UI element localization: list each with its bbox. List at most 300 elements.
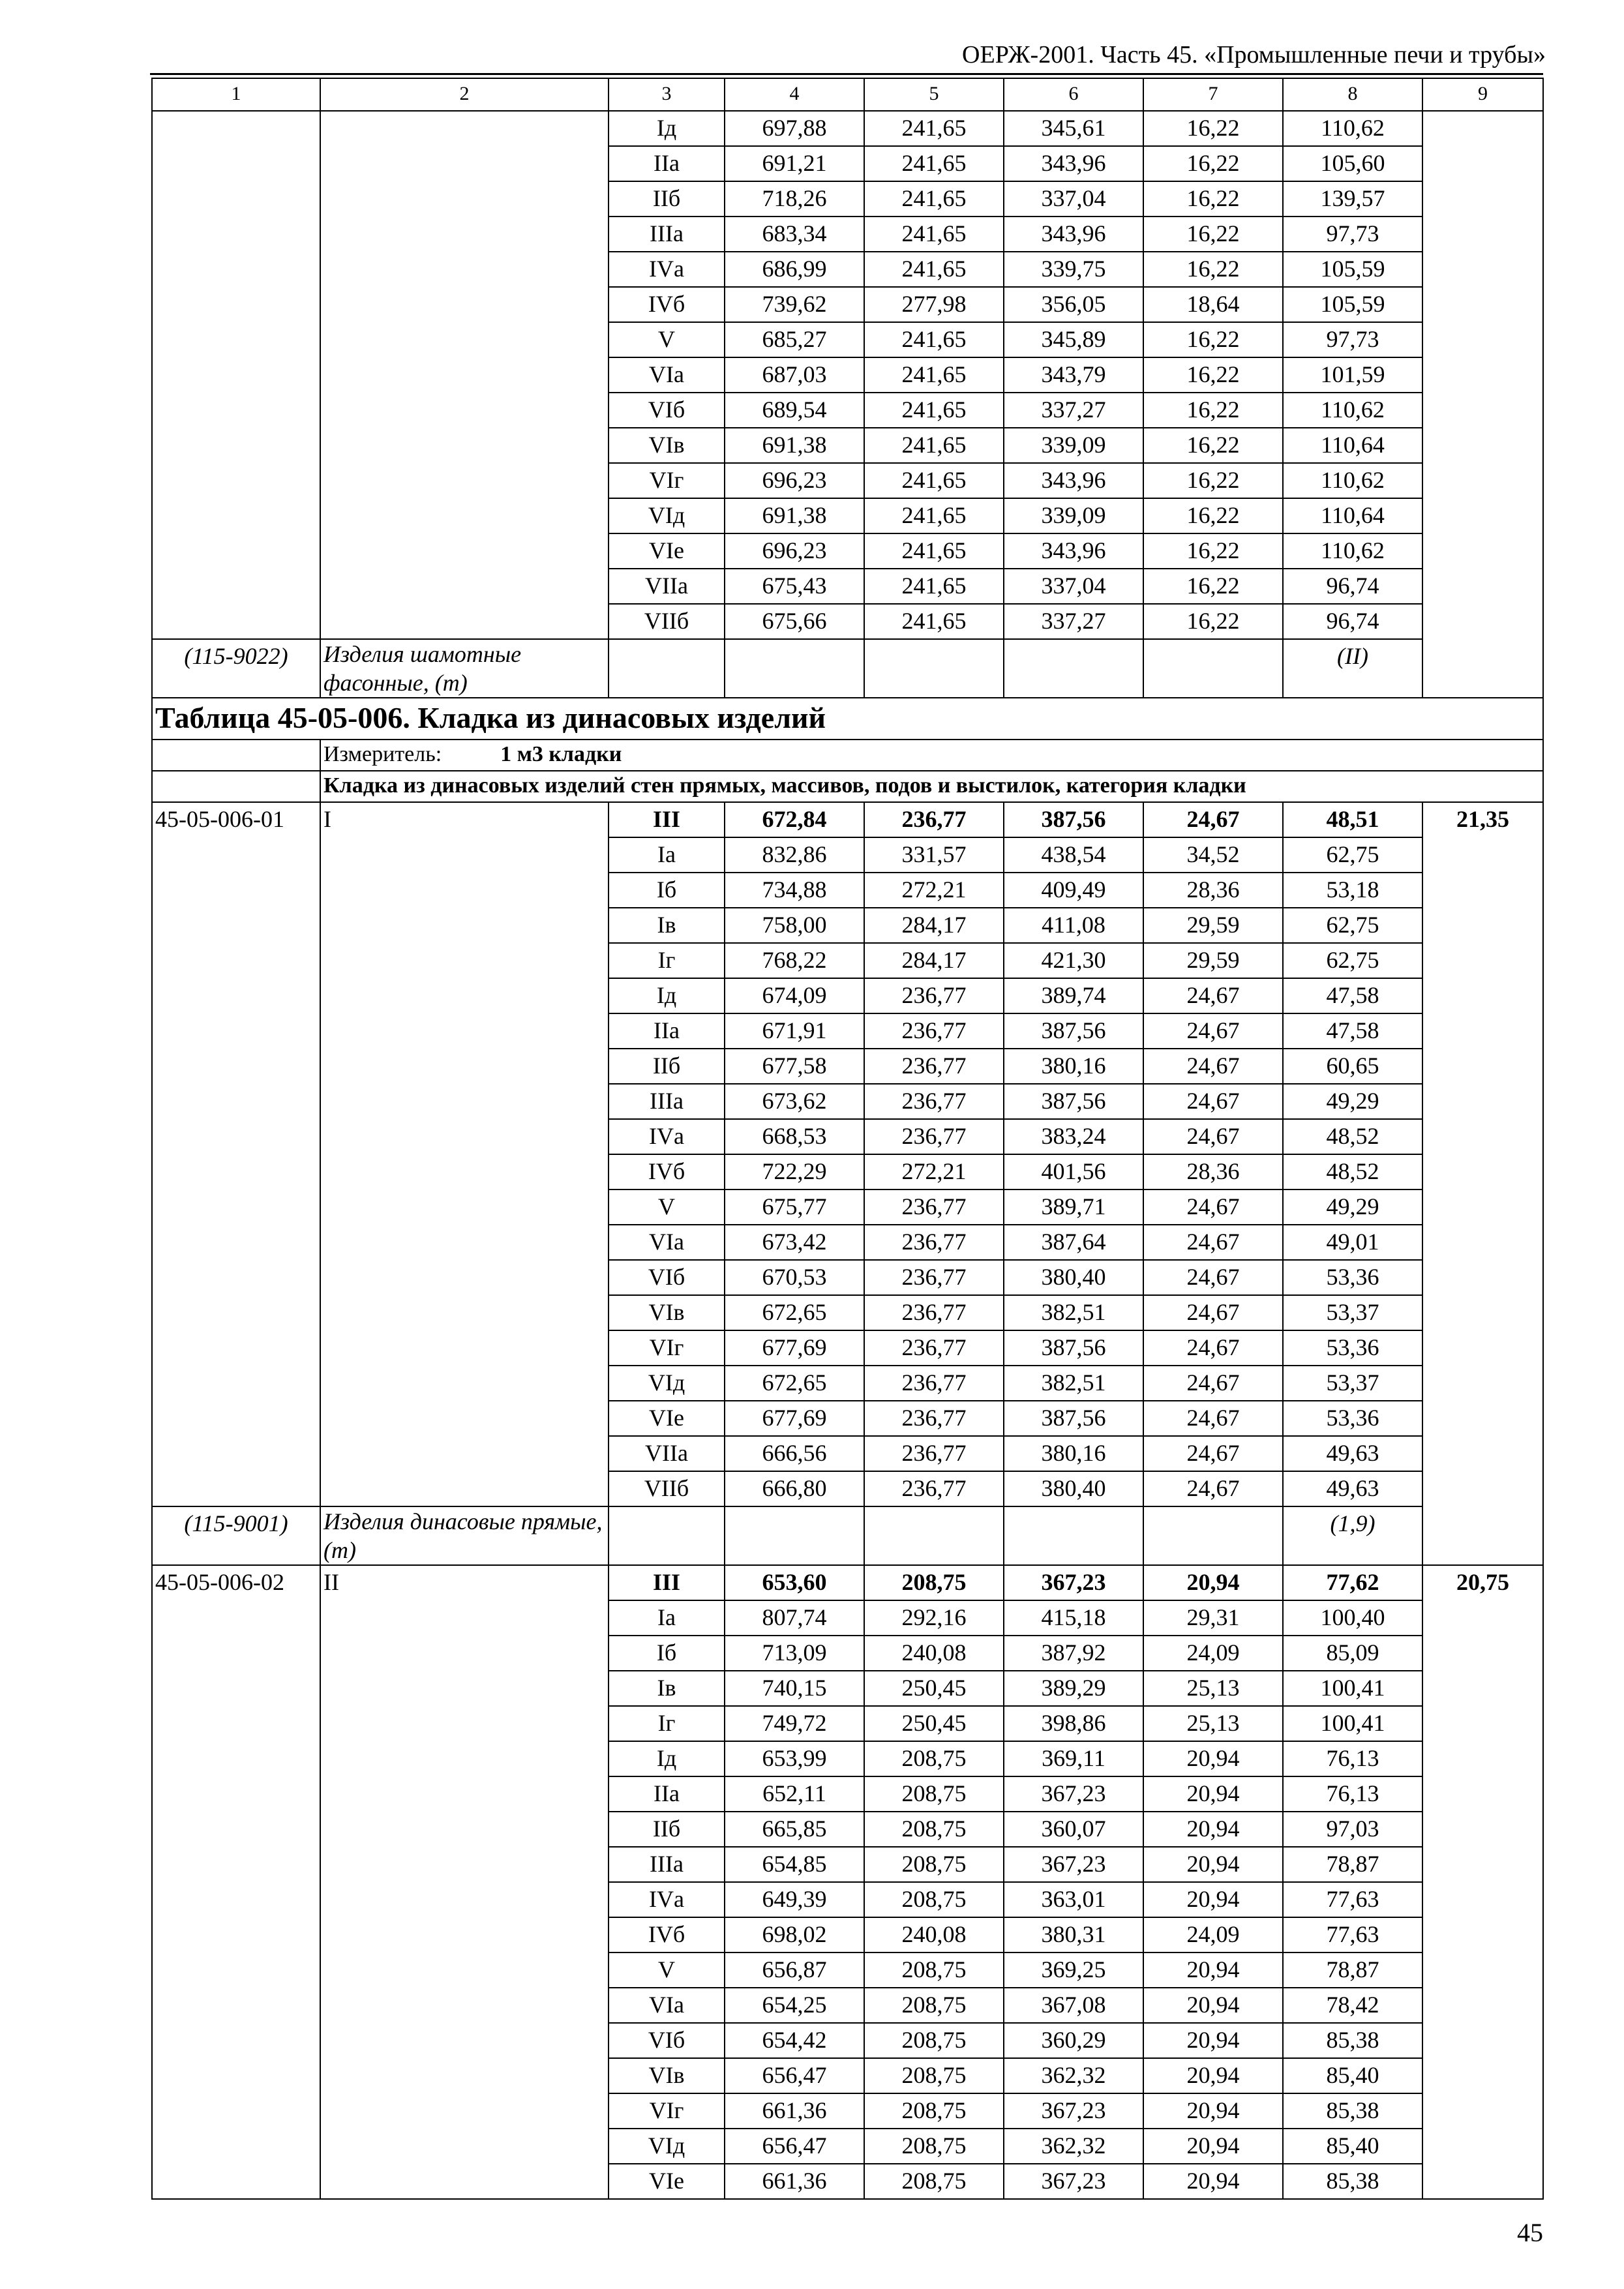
row-value: 382,51 — [1004, 1295, 1143, 1330]
row-value: 241,65 — [864, 428, 1004, 463]
row-value: 343,96 — [1004, 146, 1143, 181]
row-value: 832,86 — [725, 837, 864, 873]
row-value: 367,23 — [1004, 2164, 1143, 2199]
row-value: 337,04 — [1004, 181, 1143, 217]
row-value: 49,29 — [1283, 1189, 1422, 1225]
row-value: 369,25 — [1004, 1952, 1143, 1988]
row-category: Iа — [609, 837, 725, 873]
row-value: 96,74 — [1283, 569, 1422, 604]
row-category: VIа — [609, 357, 725, 393]
row-value: 665,85 — [725, 1812, 864, 1847]
row-value: 24,67 — [1143, 1084, 1283, 1119]
row-value: 331,57 — [864, 837, 1004, 873]
row-value: 53,37 — [1283, 1295, 1422, 1330]
row-category: IIIа — [609, 1084, 725, 1119]
row-value: 250,45 — [864, 1706, 1004, 1741]
row-value: 48,51 — [1283, 802, 1422, 837]
row-value: 367,23 — [1004, 1847, 1143, 1882]
table-row — [152, 802, 1543, 837]
row-value: 110,64 — [1283, 498, 1422, 533]
empty-cell — [609, 639, 725, 698]
row-value: 656,47 — [725, 2129, 864, 2164]
row-value: 666,56 — [725, 1436, 864, 1471]
row-value: 24,67 — [1143, 1330, 1283, 1366]
row-value: 672,84 — [725, 802, 864, 837]
row-value: 421,30 — [1004, 943, 1143, 978]
row-value: 29,59 — [1143, 943, 1283, 978]
row-value: 337,27 — [1004, 393, 1143, 428]
row-value: 387,92 — [1004, 1636, 1143, 1671]
row-category: VIд — [609, 2129, 725, 2164]
row-value: 284,17 — [864, 908, 1004, 943]
row-value: 691,38 — [725, 428, 864, 463]
row-value: 85,38 — [1283, 2164, 1422, 2199]
row-value: 383,24 — [1004, 1119, 1143, 1154]
row-value: 16,22 — [1143, 146, 1283, 181]
row-value: 241,65 — [864, 181, 1004, 217]
row-value: 16,22 — [1143, 569, 1283, 604]
table-body — [152, 78, 1543, 2199]
row-category: VIв — [609, 2058, 725, 2093]
row-value: 718,26 — [725, 181, 864, 217]
row-value: 241,65 — [864, 569, 1004, 604]
column-number: 1 — [152, 78, 320, 111]
row-value: 16,22 — [1143, 217, 1283, 252]
row-value: 48,52 — [1283, 1154, 1422, 1189]
column-number: 9 — [1422, 78, 1543, 111]
row-value: 62,75 — [1283, 837, 1422, 873]
column-number: 4 — [725, 78, 864, 111]
material-value: (II) — [1283, 639, 1422, 698]
row-value: 241,65 — [864, 498, 1004, 533]
row-value: 105,60 — [1283, 146, 1422, 181]
row-value: 16,22 — [1143, 181, 1283, 217]
row-value: 53,36 — [1283, 1330, 1422, 1366]
row-category: IIIа — [609, 1847, 725, 1882]
row-value: 675,43 — [725, 569, 864, 604]
row-value: 722,29 — [725, 1154, 864, 1189]
section-row — [152, 771, 1543, 802]
row-value: 241,65 — [864, 322, 1004, 357]
row-value: 16,22 — [1143, 393, 1283, 428]
row-value: 673,62 — [725, 1084, 864, 1119]
row-category: Iг — [609, 1706, 725, 1741]
row-value: 369,11 — [1004, 1741, 1143, 1776]
row-value: 401,56 — [1004, 1154, 1143, 1189]
row-value: 380,40 — [1004, 1260, 1143, 1295]
row-value: 683,34 — [725, 217, 864, 252]
row-value: 686,99 — [725, 252, 864, 287]
item-code: 45-05-006-01 — [152, 802, 320, 1506]
row-value: 24,09 — [1143, 1917, 1283, 1952]
empty-cell — [1143, 1506, 1283, 1565]
row-value: 100,41 — [1283, 1671, 1422, 1706]
row-value: 85,09 — [1283, 1636, 1422, 1671]
column-number: 3 — [609, 78, 725, 111]
row-category: Iа — [609, 1600, 725, 1636]
row-category: V — [609, 1189, 725, 1225]
empty-cell — [152, 740, 320, 771]
row-value: 24,67 — [1143, 978, 1283, 1013]
row-value: 20,94 — [1143, 2023, 1283, 2058]
row-value: 62,75 — [1283, 908, 1422, 943]
row-value: 685,27 — [725, 322, 864, 357]
row-value: 24,67 — [1143, 1366, 1283, 1401]
row-value: 25,13 — [1143, 1706, 1283, 1741]
row-value: 139,57 — [1283, 181, 1422, 217]
row-category: VIг — [609, 463, 725, 498]
row-value: 85,38 — [1283, 2023, 1422, 2058]
row-category: VIв — [609, 1295, 725, 1330]
table-title-row — [152, 698, 1543, 740]
row-value: 807,74 — [725, 1600, 864, 1636]
empty-cell — [1004, 639, 1143, 698]
row-value: 208,75 — [864, 1812, 1004, 1847]
row-value: 16,22 — [1143, 604, 1283, 639]
row-value: 28,36 — [1143, 1154, 1283, 1189]
table-row — [152, 111, 1543, 146]
row-value: 343,96 — [1004, 533, 1143, 569]
row-value: 24,09 — [1143, 1636, 1283, 1671]
section-title: Кладка из динасовых изделий стен прямых, массивов, подов и выстилок, категория кладки — [320, 771, 1543, 802]
row-category: IVа — [609, 1119, 725, 1154]
row-category: VIб — [609, 1260, 725, 1295]
row-value: 20,94 — [1143, 2058, 1283, 2093]
row-value: 250,45 — [864, 1671, 1004, 1706]
row-value: 739,62 — [725, 287, 864, 322]
row-value: 389,74 — [1004, 978, 1143, 1013]
row-value: 105,59 — [1283, 287, 1422, 322]
row-value: 28,36 — [1143, 873, 1283, 908]
empty-cell — [320, 111, 609, 639]
empty-cell — [864, 639, 1004, 698]
row-value: 241,65 — [864, 533, 1004, 569]
row-value: 76,13 — [1283, 1776, 1422, 1812]
material-row — [152, 1506, 1543, 1565]
row-value: 677,69 — [725, 1330, 864, 1366]
row-category: VIIа — [609, 569, 725, 604]
row-value: 671,91 — [725, 1013, 864, 1049]
row-category: III — [609, 1565, 725, 1600]
column-number: 2 — [320, 78, 609, 111]
row-value: 16,22 — [1143, 322, 1283, 357]
meter-cell — [320, 740, 1543, 771]
row-value: 101,59 — [1283, 357, 1422, 393]
row-value: 236,77 — [864, 1049, 1004, 1084]
row-value: 241,65 — [864, 217, 1004, 252]
row-value: 661,36 — [725, 2093, 864, 2129]
row-value: 110,62 — [1283, 393, 1422, 428]
row-value: 360,07 — [1004, 1812, 1143, 1847]
row-value: 362,32 — [1004, 2129, 1143, 2164]
row-value: 77,63 — [1283, 1882, 1422, 1917]
row-value: 24,67 — [1143, 1049, 1283, 1084]
row-value: 208,75 — [864, 1882, 1004, 1917]
row-category: VIг — [609, 1330, 725, 1366]
row-category: VIIб — [609, 1471, 725, 1506]
row-value: 208,75 — [864, 2023, 1004, 2058]
row-value: 208,75 — [864, 2129, 1004, 2164]
row-category: IIб — [609, 1812, 725, 1847]
row-value: 387,56 — [1004, 1401, 1143, 1436]
row-value: 272,21 — [864, 1154, 1004, 1189]
row-value: 208,75 — [864, 1565, 1004, 1600]
row-category: VIд — [609, 1366, 725, 1401]
row-value: 208,75 — [864, 1952, 1004, 1988]
row-category: Iд — [609, 111, 725, 146]
row-value: 48,52 — [1283, 1119, 1422, 1154]
row-value: 382,51 — [1004, 1366, 1143, 1401]
header-rule — [150, 73, 1543, 75]
column-number: 5 — [864, 78, 1004, 111]
row-value: 34,52 — [1143, 837, 1283, 873]
row-value: 380,16 — [1004, 1049, 1143, 1084]
row-value: 236,77 — [864, 978, 1004, 1013]
page-number: 45 — [1517, 2218, 1543, 2247]
row-value: 698,02 — [725, 1917, 864, 1952]
row-value: 696,23 — [725, 463, 864, 498]
row-category: VIIб — [609, 604, 725, 639]
column-number: 8 — [1283, 78, 1422, 111]
row-value: 110,64 — [1283, 428, 1422, 463]
row-value: 677,58 — [725, 1049, 864, 1084]
row-value: 24,67 — [1143, 1436, 1283, 1471]
row-value: 656,47 — [725, 2058, 864, 2093]
row-value: 387,56 — [1004, 802, 1143, 837]
row-value: 97,73 — [1283, 322, 1422, 357]
row-value: 345,61 — [1004, 111, 1143, 146]
empty-cell — [1004, 1506, 1143, 1565]
meter-value: 1 м3 кладки — [500, 742, 622, 766]
row-value: 672,65 — [725, 1295, 864, 1330]
row-value: 654,42 — [725, 2023, 864, 2058]
row-value: 284,17 — [864, 943, 1004, 978]
row-value: 768,22 — [725, 943, 864, 978]
row-value: 653,60 — [725, 1565, 864, 1600]
row-value: 411,08 — [1004, 908, 1143, 943]
row-value: 20,94 — [1143, 2129, 1283, 2164]
empty-cell — [152, 771, 320, 802]
material-name: Изделия шамотные фасонные, (т) — [320, 639, 609, 698]
row-value: 20,94 — [1143, 1882, 1283, 1917]
row-category: VIе — [609, 2164, 725, 2199]
row-value: 20,94 — [1143, 1812, 1283, 1847]
row-category: III — [609, 802, 725, 837]
row-value: 689,54 — [725, 393, 864, 428]
row-value: 236,77 — [864, 1119, 1004, 1154]
row-value: 77,62 — [1283, 1565, 1422, 1600]
row-value: 389,29 — [1004, 1671, 1143, 1706]
row-value: 241,65 — [864, 111, 1004, 146]
row-value: 749,72 — [725, 1706, 864, 1741]
row-value: 20,94 — [1143, 1988, 1283, 2023]
row-value: 78,42 — [1283, 1988, 1422, 2023]
row-value: 652,11 — [725, 1776, 864, 1812]
empty-cell — [725, 1506, 864, 1565]
row-value: 18,64 — [1143, 287, 1283, 322]
row-value: 236,77 — [864, 1084, 1004, 1119]
row-value: 16,22 — [1143, 252, 1283, 287]
row-value: 100,41 — [1283, 1706, 1422, 1741]
row-value: 110,62 — [1283, 533, 1422, 569]
column-number: 7 — [1143, 78, 1283, 111]
row-value: 16,22 — [1143, 533, 1283, 569]
material-name: Изделия динасовые прямые, (т) — [320, 1506, 609, 1565]
row-value: 666,80 — [725, 1471, 864, 1506]
row-category: VIа — [609, 1988, 725, 2023]
row-category: IVб — [609, 1917, 725, 1952]
row-value: 389,71 — [1004, 1189, 1143, 1225]
row-value: 687,03 — [725, 357, 864, 393]
row-category: VIе — [609, 533, 725, 569]
row-value: 343,96 — [1004, 217, 1143, 252]
row-value: 272,21 — [864, 873, 1004, 908]
row-value: 343,79 — [1004, 357, 1143, 393]
row-category: IVа — [609, 1882, 725, 1917]
row-category: Iв — [609, 908, 725, 943]
row-value: 691,21 — [725, 146, 864, 181]
row-value: 16,22 — [1143, 463, 1283, 498]
row-category: VIб — [609, 2023, 725, 2058]
row-value: 649,39 — [725, 1882, 864, 1917]
row-value: 675,77 — [725, 1189, 864, 1225]
material-value: (1,9) — [1283, 1506, 1422, 1565]
row-value: 677,69 — [725, 1401, 864, 1436]
row-value: 49,63 — [1283, 1471, 1422, 1506]
row-value: 387,56 — [1004, 1330, 1143, 1366]
row-category: IIб — [609, 1049, 725, 1084]
row-value: 740,15 — [725, 1671, 864, 1706]
row-value: 691,38 — [725, 498, 864, 533]
row-value: 277,98 — [864, 287, 1004, 322]
empty-cell — [725, 639, 864, 698]
row-value: 208,75 — [864, 1776, 1004, 1812]
item-norm: 21,35 — [1422, 802, 1543, 1565]
row-category: VIе — [609, 1401, 725, 1436]
column-number-row — [152, 78, 1543, 111]
row-value: 53,18 — [1283, 873, 1422, 908]
row-value: 343,96 — [1004, 463, 1143, 498]
item-category: II — [320, 1565, 609, 2199]
row-value: 105,59 — [1283, 252, 1422, 287]
row-value: 24,67 — [1143, 1295, 1283, 1330]
meter-row — [152, 740, 1543, 771]
row-category: VIв — [609, 428, 725, 463]
row-value: 24,67 — [1143, 802, 1283, 837]
row-value: 236,77 — [864, 1225, 1004, 1260]
row-value: 20,94 — [1143, 1565, 1283, 1600]
row-value: 240,08 — [864, 1917, 1004, 1952]
row-value: 208,75 — [864, 2058, 1004, 2093]
row-value: 24,67 — [1143, 1401, 1283, 1436]
row-value: 236,77 — [864, 1366, 1004, 1401]
row-value: 367,23 — [1004, 1776, 1143, 1812]
item-category: I — [320, 802, 609, 1506]
row-value: 356,05 — [1004, 287, 1143, 322]
row-value: 292,16 — [864, 1600, 1004, 1636]
row-value: 236,77 — [864, 1330, 1004, 1366]
row-category: IIа — [609, 1013, 725, 1049]
row-value: 24,67 — [1143, 1119, 1283, 1154]
row-category: IIIа — [609, 217, 725, 252]
row-value: 696,23 — [725, 533, 864, 569]
row-value: 96,74 — [1283, 604, 1422, 639]
row-category: V — [609, 322, 725, 357]
row-value: 100,40 — [1283, 1600, 1422, 1636]
row-value: 438,54 — [1004, 837, 1143, 873]
row-value: 24,67 — [1143, 1260, 1283, 1295]
row-value: 387,56 — [1004, 1013, 1143, 1049]
row-value: 97,73 — [1283, 217, 1422, 252]
row-value: 758,00 — [725, 908, 864, 943]
row-value: 236,77 — [864, 1295, 1004, 1330]
row-value: 85,38 — [1283, 2093, 1422, 2129]
row-category: VIIа — [609, 1436, 725, 1471]
row-category: Iв — [609, 1671, 725, 1706]
row-value: 110,62 — [1283, 463, 1422, 498]
row-value: 241,65 — [864, 357, 1004, 393]
row-category: Iг — [609, 943, 725, 978]
row-value: 208,75 — [864, 1741, 1004, 1776]
row-value: 49,29 — [1283, 1084, 1422, 1119]
row-value: 367,23 — [1004, 2093, 1143, 2129]
estimate-table — [151, 78, 1544, 2200]
row-value: 672,65 — [725, 1366, 864, 1401]
row-value: 29,59 — [1143, 908, 1283, 943]
row-value: 653,99 — [725, 1741, 864, 1776]
row-value: 16,22 — [1143, 428, 1283, 463]
row-value: 47,58 — [1283, 978, 1422, 1013]
row-value: 697,88 — [725, 111, 864, 146]
row-category: Iд — [609, 978, 725, 1013]
row-value: 24,67 — [1143, 1013, 1283, 1049]
row-value: 208,75 — [864, 1988, 1004, 2023]
row-value: 208,75 — [864, 2093, 1004, 2129]
row-value: 60,65 — [1283, 1049, 1422, 1084]
row-value: 409,49 — [1004, 873, 1143, 908]
row-value: 241,65 — [864, 463, 1004, 498]
row-value: 241,65 — [864, 393, 1004, 428]
row-category: IIб — [609, 181, 725, 217]
row-value: 16,22 — [1143, 498, 1283, 533]
row-value: 236,77 — [864, 1260, 1004, 1295]
meter-label: Измеритель: — [323, 742, 442, 766]
row-value: 656,87 — [725, 1952, 864, 1988]
row-value: 670,53 — [725, 1260, 864, 1295]
row-category: IIа — [609, 1776, 725, 1812]
row-category: VIд — [609, 498, 725, 533]
row-value: 110,62 — [1283, 111, 1422, 146]
row-value: 387,64 — [1004, 1225, 1143, 1260]
row-value: 654,25 — [725, 1988, 864, 2023]
row-value: 53,37 — [1283, 1366, 1422, 1401]
row-category: IVб — [609, 1154, 725, 1189]
row-value: 16,22 — [1143, 111, 1283, 146]
row-category: VIг — [609, 2093, 725, 2129]
empty-cell — [152, 111, 320, 639]
row-value: 62,75 — [1283, 943, 1422, 978]
table-title: Таблица 45-05-006. Кладка из динасовых изделий — [152, 698, 1543, 740]
row-category: IVа — [609, 252, 725, 287]
row-value: 236,77 — [864, 1436, 1004, 1471]
row-value: 47,58 — [1283, 1013, 1422, 1049]
row-value: 362,32 — [1004, 2058, 1143, 2093]
row-value: 24,67 — [1143, 1225, 1283, 1260]
row-value: 241,65 — [864, 604, 1004, 639]
row-value: 77,63 — [1283, 1917, 1422, 1952]
row-value: 236,77 — [864, 802, 1004, 837]
empty-cell — [1422, 111, 1543, 698]
